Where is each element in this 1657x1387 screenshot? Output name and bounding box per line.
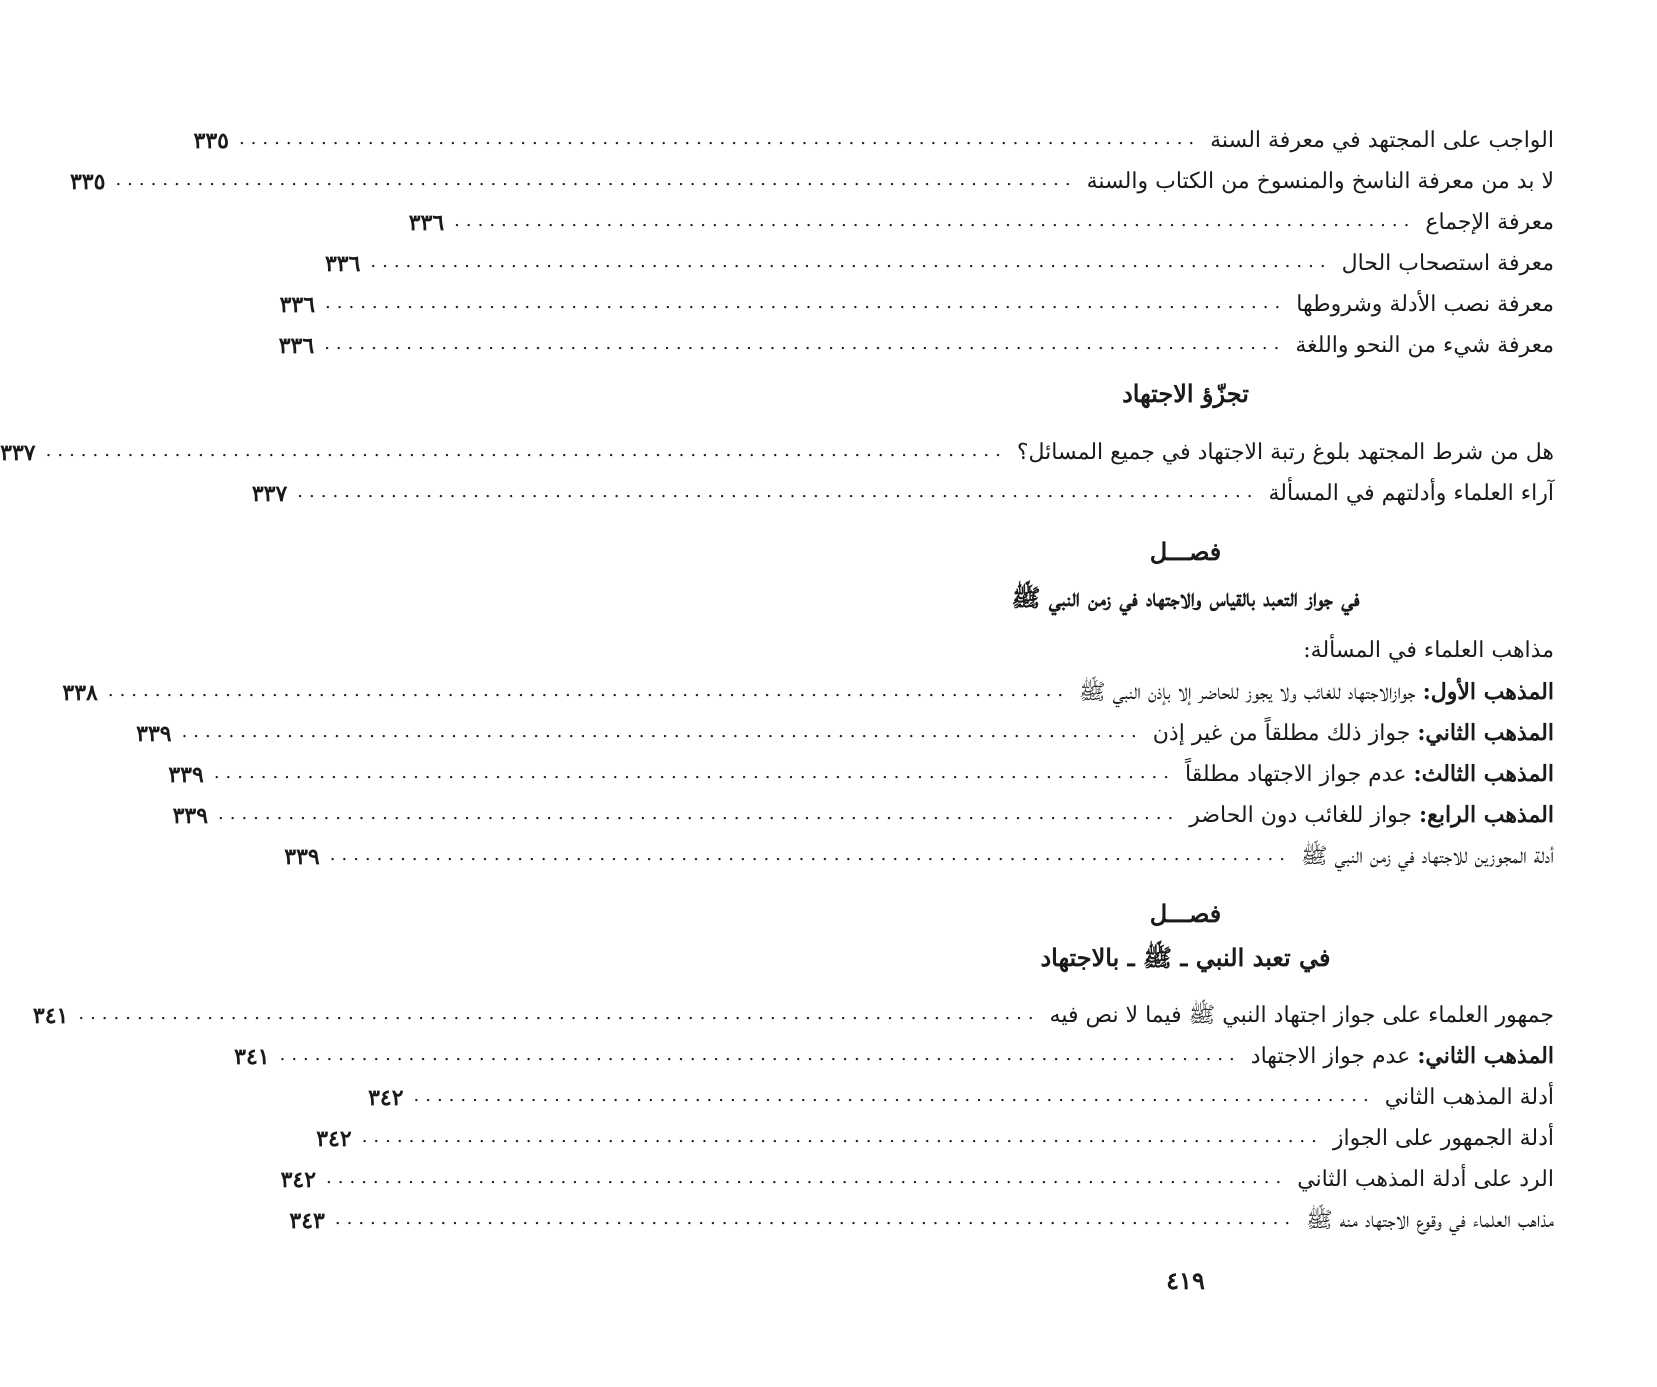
- leader-dots: ..................................................................................: [454, 210, 1416, 231]
- toc-entry-page: ٣٣٩: [136, 721, 172, 747]
- toc-entry-text: أدلة الجمهور على الجواز: [1332, 1126, 1554, 1151]
- section-heading: تجزّؤ الاجتهاد: [1122, 379, 1249, 408]
- leader-dots: ..................................................................................: [213, 762, 1175, 783]
- toc-entry: [136, 711, 1554, 751]
- toc-entry-text: أدلة المجوزين للاجتهاد في زمن النبي ﷺ: [1300, 844, 1554, 869]
- toc-entry-title: هل من شرط المجتهد بلوغ رتبة الاجتهاد في جميع المسائل؟: [1016, 440, 1554, 465]
- toc-entry-title: معرفة شيء من النحو واللغة: [1295, 333, 1554, 358]
- toc-entry: [284, 834, 1554, 874]
- toc-entry-title: [1073, 675, 1554, 710]
- toc-entry-title: [1291, 1163, 1554, 1197]
- toc-entry-page: ٣٣٦: [279, 292, 316, 318]
- leader-dots: ..................................................................................: [370, 251, 1332, 272]
- toc-entry-text: جواز ذلك مطلقاً من غير إذن: [1152, 721, 1411, 746]
- toc-entry-page: ٣٣٨: [62, 680, 98, 706]
- toc-entry-text: عدم جواز الاجتهاد: [1250, 1044, 1411, 1069]
- leader-dots: ..................................................................................: [297, 481, 1259, 502]
- toc-entry: [62, 670, 1554, 710]
- toc-entry: [32, 993, 1554, 1033]
- toc-entry-text: جمهور العلماء على جواز اجتهاد النبي ﷺ فيما لا نص فيه: [1049, 1003, 1554, 1028]
- leader-dots: ..................................................................................: [115, 169, 1077, 190]
- madhhab-label: المذهب الثاني:: [1417, 720, 1554, 746]
- toc-entry: [168, 752, 1554, 792]
- toc-entry-page: ٣٤٢: [280, 1167, 317, 1193]
- page-number: ٤١٩: [1166, 1266, 1205, 1295]
- toc-entry-title: [1295, 840, 1554, 874]
- toc-entry-text: أدلة المذهب الثاني: [1384, 1085, 1554, 1110]
- toc-entry-title: [1245, 1039, 1554, 1074]
- toc-entry-title: لا بد من معرفة الناسخ والمنسوخ من الكتاب والسنة: [1086, 169, 1554, 194]
- leader-dots: ..................................................................................: [326, 1167, 1288, 1188]
- toc-entry-text: جوازالاجتهاد للغائب ولا يجوز للحاضر إلا بإذن النبي ﷺ: [1079, 680, 1416, 705]
- leader-dots: ..................................................................................: [413, 1085, 1375, 1106]
- leader-dots: ..................................................................................: [107, 680, 1070, 701]
- toc-entry: [172, 793, 1554, 833]
- toc-entry-page: ٣٣٩: [284, 844, 320, 870]
- toc-entry: [279, 282, 1554, 322]
- leader-dots: ..................................................................................: [238, 128, 1201, 149]
- madhhab-label: المذهب الثالث:: [1413, 761, 1554, 787]
- madhhab-label: المذهب الرابع:: [1419, 802, 1554, 828]
- toc-entry-title: [1147, 716, 1554, 751]
- toc-entry: [193, 118, 1554, 158]
- leader-dots: ..................................................................................: [324, 333, 1286, 354]
- toc-entry-page: ٣٤٢: [316, 1126, 352, 1152]
- toc-entry: [69, 159, 1554, 199]
- toc-entry-text: الرد على أدلة المذهب الثاني: [1297, 1167, 1554, 1192]
- toc-entry: [324, 241, 1554, 281]
- toc-entry-title: [1379, 1081, 1554, 1115]
- toc-entry-title: الواجب على المجتهد في معرفة السنة: [1210, 128, 1554, 153]
- madhhab-label: المذهب الأول:: [1422, 679, 1554, 705]
- leader-dots: ..................................................................................: [334, 1208, 1297, 1229]
- toc-entry-title: [1183, 798, 1554, 833]
- toc-entry-page: ٣٤٣: [289, 1208, 325, 1234]
- toc-entry: [234, 1034, 1554, 1074]
- toc-entry: [278, 323, 1554, 363]
- leader-dots: ..................................................................................: [218, 803, 1180, 824]
- toc-entry-page: ٣٤١: [234, 1044, 270, 1070]
- toc-entry: [251, 471, 1554, 511]
- toc-entry-page: ٣٣٦: [278, 333, 315, 359]
- toc-entry: [280, 1157, 1554, 1197]
- toc-entry: [0, 430, 1554, 470]
- toc-entry-text: مذاهب العلماء في وقوع الاجتهاد منه ﷺ: [1306, 1208, 1554, 1233]
- toc-entry-page: ٣٤١: [32, 1003, 69, 1029]
- leader-dots: ..................................................................................: [325, 292, 1287, 313]
- toc-entry-page: ٣٣٩: [168, 762, 204, 788]
- toc-entry-page: ٣٣٥: [193, 128, 229, 154]
- fasl-heading: فصـــل: [1149, 537, 1222, 566]
- leader-dots: ..................................................................................: [78, 1003, 1040, 1024]
- toc-entry: [368, 1075, 1554, 1115]
- toc-entry-title: [1179, 757, 1554, 792]
- leader-dots: ..................................................................................: [329, 844, 1291, 865]
- toc-entry-page: ٣٣٧: [0, 440, 36, 466]
- toc-entry-title: معرفة الإجماع: [1425, 210, 1554, 235]
- toc-entry: [408, 200, 1554, 240]
- toc-entry-title: [1327, 1122, 1554, 1156]
- toc-entry-title: معرفة استصحاب الحال: [1341, 251, 1554, 276]
- toc-entry-title: [1044, 999, 1554, 1033]
- toc-entry-page: ٣٣٩: [172, 803, 209, 829]
- fasl-subtitle: في تعبد النبي ـ ﷺ ـ بالاجتهاد: [1040, 943, 1331, 972]
- toc-entry: [289, 1198, 1554, 1238]
- leader-dots: ..................................................................................: [279, 1044, 1241, 1065]
- fasl-subtitle: في جواز التعبد بالقياس والاجتهاد في زمن النبي ﷺ: [1011, 583, 1360, 612]
- madhhab-label: المذهب الثاني:: [1417, 1043, 1554, 1069]
- toc-entry-title: آراء العلماء وأدلتهم في المسألة: [1268, 481, 1554, 506]
- toc-entry-title: معرفة نصب الأدلة وشروطها: [1296, 292, 1554, 317]
- leader-dots: ..................................................................................: [361, 1126, 1323, 1147]
- toc-entry-page: ٣٣٥: [69, 169, 106, 195]
- leader-dots: ..................................................................................: [181, 721, 1143, 742]
- toc-entry-page: ٣٤٢: [368, 1085, 404, 1111]
- toc-entry-page: ٣٣٦: [408, 210, 445, 236]
- toc-entry-text: جواز للغائب دون الحاضر: [1189, 803, 1413, 828]
- toc-entry-title: [1300, 1204, 1554, 1238]
- toc-entry-text: عدم جواز الاجتهاد مطلقاً: [1185, 762, 1407, 787]
- toc-entry-page: ٣٣٦: [324, 251, 361, 277]
- toc-entry: [316, 1116, 1554, 1156]
- leader-dots: ..................................................................................: [45, 440, 1007, 461]
- intro-text: مذاهب العلماء في المسألة:: [1303, 638, 1554, 663]
- toc-entry-page: ٣٣٧: [251, 481, 288, 507]
- fasl-heading: فصـــل: [1149, 899, 1222, 928]
